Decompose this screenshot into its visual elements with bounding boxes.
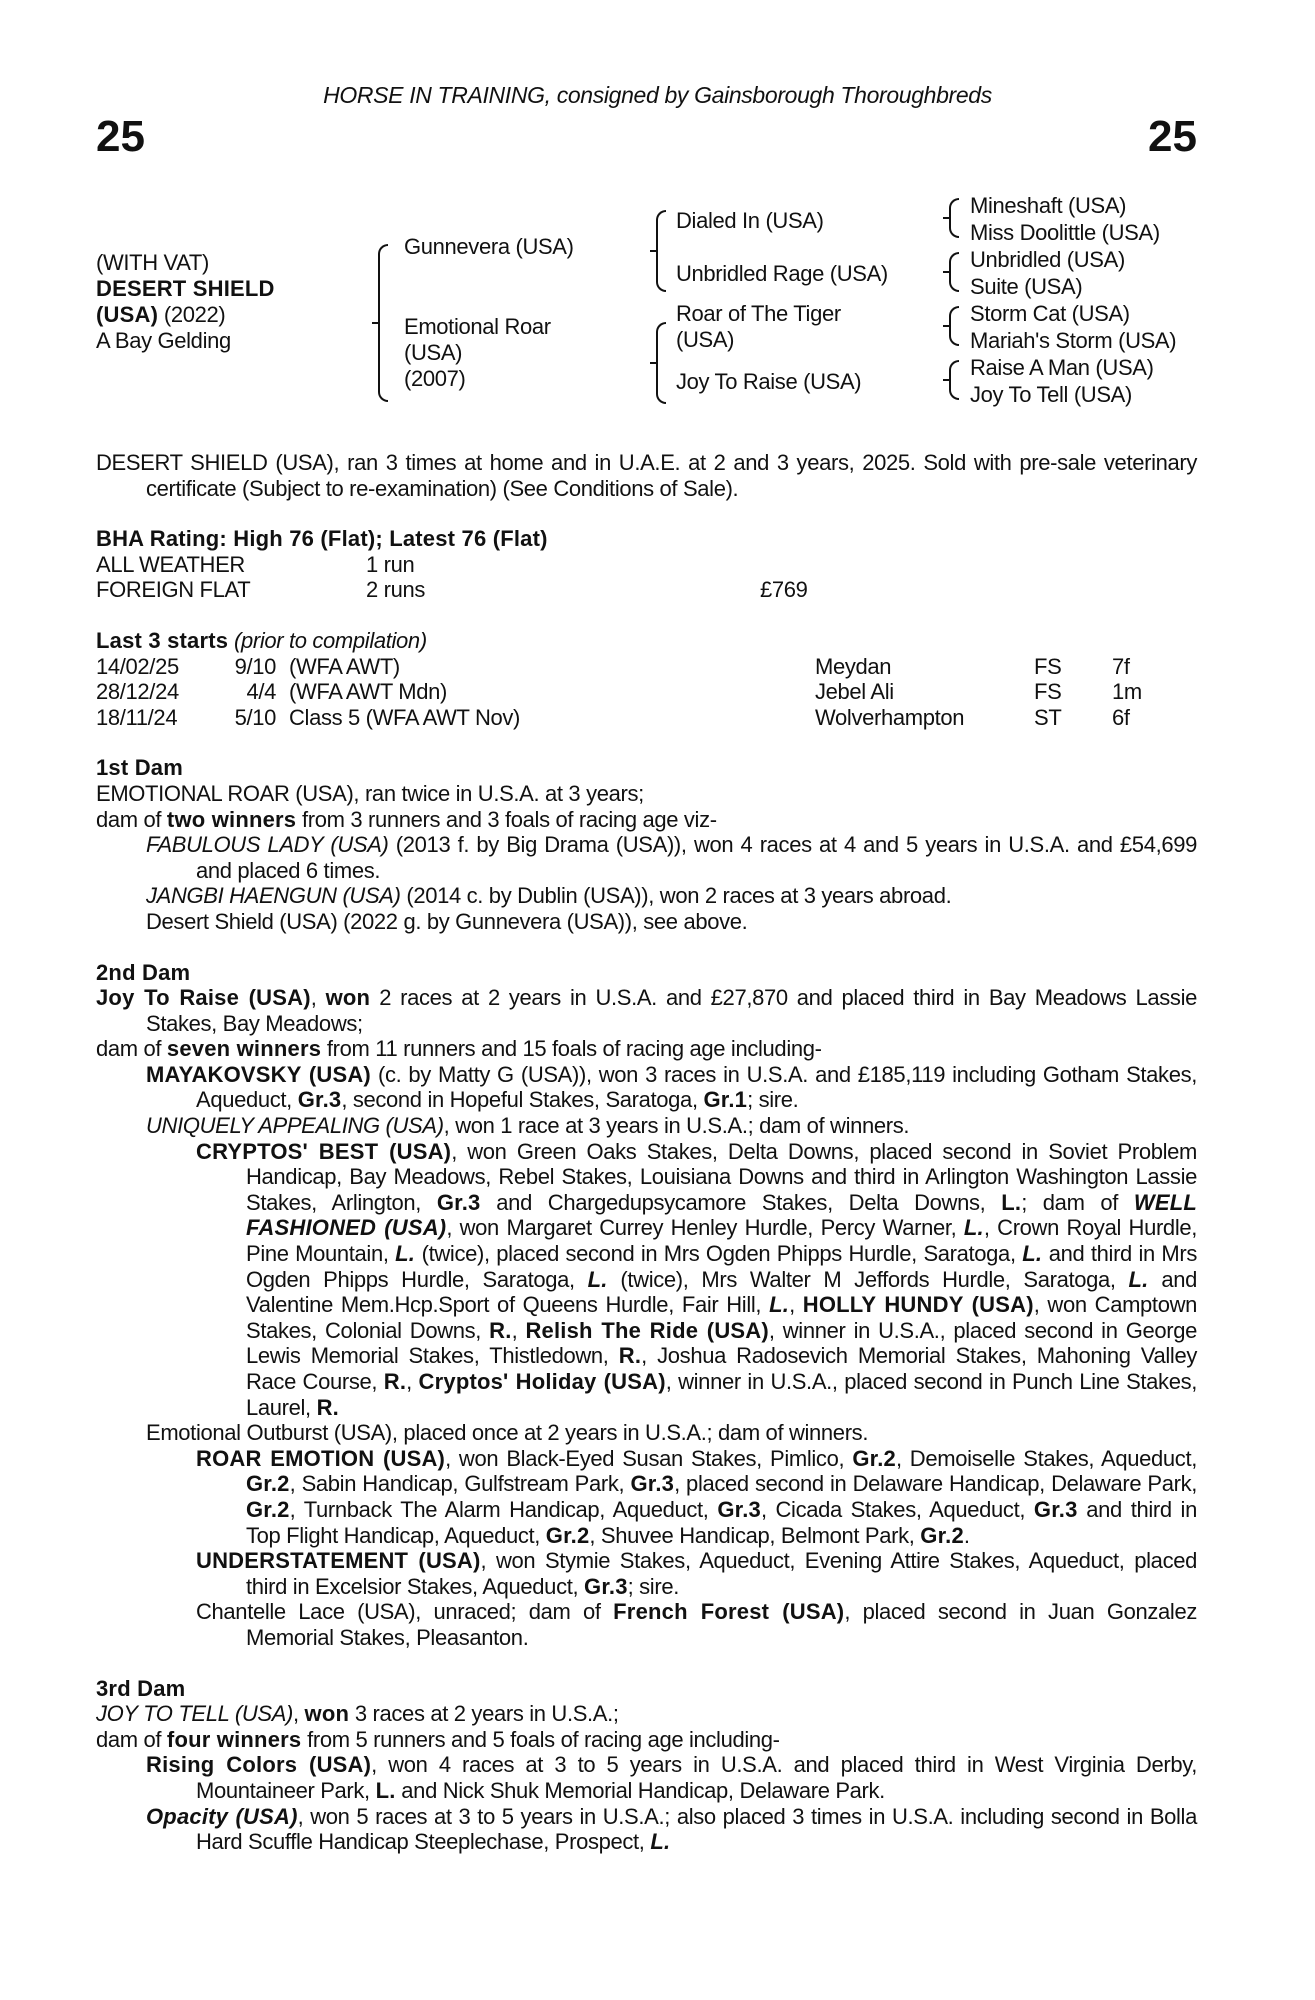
text-segment: R.	[618, 1343, 642, 1369]
text-segment: from 5 runners and 5 foals of racing age including-	[301, 1726, 780, 1752]
text-segment: won	[304, 1701, 350, 1727]
text-segment: Rising Colors (USA)	[146, 1752, 372, 1778]
text-segment: Gr.3	[1033, 1496, 1078, 1522]
text-segment: , Cicada Stakes, Aqueduct,	[760, 1496, 1034, 1522]
text-segment: EMOTIONAL ROAR (USA), ran twice in U.S.A. at 3 years;	[96, 780, 644, 806]
text-segment: UNDERSTATEMENT (USA)	[196, 1548, 481, 1574]
catalogue-body	[96, 450, 1197, 1855]
text-segment: Gr.2	[852, 1445, 896, 1471]
text-segment: , won Green Oaks Stakes, Delta Downs, placed second in Soviet Problem Handicap, Bay Meadows, Rebel Stakes, Louisiana Downs and third in Arlington Washington Lassie Stakes, Arlington,	[246, 1138, 1197, 1215]
text-segment: two winners	[166, 806, 297, 832]
text-segment: R.	[316, 1394, 339, 1420]
start-pos: 5/10	[234, 704, 276, 730]
text-segment: L.	[395, 1241, 416, 1267]
text-segment: , Sabin Handicap, Gulfstream Park,	[289, 1471, 631, 1497]
bha-rating	[96, 526, 1197, 603]
text-segment: Gr.3	[584, 1573, 628, 1599]
dam-sire-line-1: Roar of The Tiger	[676, 301, 841, 326]
text-segment: dam of	[96, 1726, 167, 1752]
text-segment: L.	[1001, 1189, 1022, 1215]
section-title: 1st Dam	[96, 755, 183, 781]
text-segment: CRYPTOS' BEST (USA)	[196, 1138, 452, 1164]
start-date: 14/02/25	[96, 653, 179, 679]
text-segment: , winner in U.S.A., placed second in George Lewis Memorial Stakes, Thistledown,	[246, 1317, 1197, 1369]
pedigree-entry	[96, 1701, 1197, 1727]
text-segment: JANGBI HAENGUN (USA)	[146, 883, 401, 909]
start-surface: ST	[1034, 704, 1062, 730]
text-segment: L.	[1022, 1241, 1043, 1267]
text-segment: L.	[963, 1215, 984, 1241]
text-segment: ; sire.	[747, 1087, 799, 1113]
text-segment: Desert Shield (USA) (2022 g. by Gunnevera (USA)), see above.	[146, 908, 748, 934]
text-segment: L.	[1128, 1266, 1149, 1292]
text-segment: Relish The Ride (USA)	[525, 1317, 769, 1343]
text-segment: Gr.3	[297, 1087, 342, 1113]
start-dist: 7f	[1112, 653, 1130, 679]
start-course: Jebel Ali	[815, 679, 894, 705]
text-segment: , winner in U.S.A., placed second in Punch Line Stakes, Laurel,	[246, 1369, 1197, 1420]
text-segment: won	[325, 985, 371, 1011]
start-pos: 4/4	[246, 679, 276, 705]
text-segment: , Turnback The Alarm Handicap, Aqueduct,	[289, 1496, 718, 1522]
start-pos: 9/10	[234, 653, 276, 679]
gen4-2: Miss Doolittle (USA)	[970, 220, 1160, 245]
start-dist: 6f	[1112, 704, 1130, 730]
lot-number-left: 25	[96, 112, 145, 161]
dam-sire-line-2: (USA)	[676, 327, 735, 352]
pedigree-entry	[96, 1139, 1197, 1421]
text-segment: Gr.3	[717, 1496, 761, 1522]
vat-note: (WITH VAT)	[96, 250, 209, 275]
start-row	[96, 679, 1197, 705]
sire-sire: Dialed In (USA)	[676, 208, 824, 233]
text-segment: and Valentine Mem.Hcp.Sport of Queens Hurdle, Fair Hill,	[246, 1266, 1197, 1318]
text-segment: , won 5 races at 3 to 5 years in U.S.A.; also placed 3 times in U.S.A. including second in Bolla Hard Scuffle Handicap Steeplechase, Prospect,	[196, 1803, 1197, 1855]
prize: £769	[760, 577, 808, 603]
text-segment: Gr.2	[246, 1496, 290, 1522]
brace	[656, 210, 666, 292]
text-segment: ,	[310, 985, 326, 1011]
text-segment: Gr.3	[630, 1471, 675, 1497]
text-segment: Gr.2	[920, 1522, 964, 1548]
text-segment: dam of	[96, 806, 167, 832]
section-title: 2nd Dam	[96, 959, 191, 985]
horse-country: (USA)	[96, 302, 159, 327]
last-starts-title: Last 3 starts	[96, 627, 229, 653]
horse-year: (2022)	[163, 302, 226, 327]
last-starts-note: (prior to compilation)	[233, 627, 427, 653]
start-race: (WFA AWT)	[289, 653, 400, 679]
pedigree-entry	[96, 781, 1197, 807]
text-segment: .	[963, 1522, 970, 1548]
text-segment: R.	[383, 1369, 407, 1394]
text-segment: , won 4 races at 3 to 5 years in U.S.A. and placed third in West Virginia Derby, Mountaineer Park,	[196, 1752, 1197, 1803]
text-segment: and Nick Shuk Memorial Handicap, Delaware Park.	[395, 1777, 885, 1803]
gen4-7: Raise A Man (USA)	[970, 355, 1154, 380]
pedigree-entry	[96, 883, 1197, 909]
text-segment: ,	[406, 1369, 419, 1394]
text-segment: (2013 f. by Big Drama (USA)), won 4 races at 4 and 5 years in U.S.A. and £54,699 and placed 6 times.	[196, 832, 1197, 883]
gen4-8: Joy To Tell (USA)	[970, 382, 1132, 407]
text-segment: seven winners	[166, 1036, 322, 1062]
text-segment: HOLLY HUNDY (USA)	[802, 1292, 1034, 1318]
text-segment: French Forest (USA)	[613, 1599, 845, 1625]
pedigree-entry	[96, 909, 1197, 935]
race-type: ALL WEATHER	[96, 551, 245, 577]
start-race: (WFA AWT Mdn)	[289, 679, 448, 705]
gen4-1: Mineshaft (USA)	[970, 193, 1127, 218]
race-type: FOREIGN FLAT	[96, 577, 251, 603]
text-segment: R.	[489, 1317, 512, 1343]
start-surface: FS	[1034, 679, 1062, 705]
dam-section	[96, 1676, 1197, 1855]
text-segment: ; dam of	[1021, 1189, 1134, 1215]
text-segment: from 11 runners and 15 foals of racing age including-	[321, 1036, 822, 1062]
brace	[378, 244, 388, 402]
start-race: Class 5 (WFA AWT Nov)	[289, 704, 521, 730]
dam-dam: Joy To Raise (USA)	[676, 369, 862, 394]
gen4-3: Unbridled (USA)	[970, 247, 1125, 272]
rating-row	[96, 552, 1197, 578]
text-segment: WELL FASHIONED (USA)	[246, 1189, 1197, 1241]
dam-section	[96, 960, 1197, 1651]
pedigree-entry	[96, 1420, 1197, 1446]
text-segment: JOY TO TELL (USA)	[96, 1701, 294, 1727]
pedigree-entry	[96, 1036, 1197, 1062]
start-course: Wolverhampton	[815, 704, 965, 730]
race-record-summary: DESERT SHIELD (USA), ran 3 times at home and in U.A.E. at 2 and 3 years, 2025. Sold with pre-sale veterinary certificate (Subject to re-examination) (See Conditions of Sale).	[96, 450, 1197, 501]
text-segment: Gr.1	[703, 1087, 748, 1113]
text-segment: Joy To Raise (USA)	[96, 985, 311, 1011]
text-segment: , Demoiselle Stakes, Aqueduct,	[895, 1445, 1197, 1471]
pedigree-entry	[96, 1599, 1197, 1650]
pedigree-entry	[96, 1804, 1197, 1855]
text-segment: from 3 runners and 3 foals of racing age viz-	[296, 806, 717, 832]
text-segment: , Crown Royal Hurdle, Pine Mountain,	[246, 1215, 1198, 1267]
text-segment: Chantelle Lace (USA), unraced; dam of	[196, 1599, 614, 1625]
start-date: 18/11/24	[96, 704, 178, 730]
text-segment: four winners	[166, 1726, 302, 1752]
pedigree-entry	[96, 807, 1197, 833]
brace	[949, 360, 959, 400]
brace	[949, 306, 959, 346]
text-segment: Emotional Outburst (USA), placed once at 2 years in U.S.A.; dam of winners.	[146, 1420, 869, 1446]
pedigree-entry	[96, 1752, 1197, 1803]
dam-line-2: (USA)	[404, 340, 463, 365]
text-segment: , won Black-Eyed Susan Stakes, Pimlico,	[445, 1445, 853, 1471]
text-segment: L.	[769, 1292, 790, 1318]
brace	[949, 252, 959, 292]
bha-rating-title: BHA Rating: High 76 (Flat); Latest 76 (Flat)	[96, 526, 548, 552]
text-segment: and Chargedupsycamore Stakes, Delta Downs,	[480, 1189, 1002, 1215]
last-starts	[96, 628, 1197, 730]
text-segment: Gr.2	[246, 1471, 290, 1497]
text-segment: FABULOUS LADY (USA)	[146, 832, 389, 858]
text-segment: , won Camptown Stakes, Colonial Downs,	[246, 1292, 1198, 1343]
horse-description: A Bay Gelding	[96, 328, 231, 353]
pedigree-entry	[96, 985, 1197, 1036]
start-dist: 1m	[1112, 679, 1142, 705]
text-segment: ; sire.	[627, 1573, 679, 1599]
horse-name: DESERT SHIELD	[96, 276, 275, 301]
text-segment: L.	[587, 1266, 608, 1292]
runs: 2 runs	[366, 577, 426, 603]
lot-number-right: 25	[1148, 112, 1197, 161]
sire: Gunnevera (USA)	[404, 234, 574, 259]
text-segment: UNIQUELY APPEALING (USA)	[146, 1113, 444, 1139]
text-segment: , second in Hopeful Stakes, Saratoga,	[341, 1087, 704, 1113]
text-segment: , placed second in Juan Gonzalez Memorial Stakes, Pleasanton.	[246, 1599, 1198, 1650]
runs: 1 run	[366, 551, 415, 577]
dam-section	[96, 755, 1197, 934]
start-date: 28/12/24	[96, 679, 179, 705]
text-segment: L.	[650, 1829, 671, 1855]
text-segment: ,	[293, 1701, 305, 1727]
catalogue-header: HORSE IN TRAINING, consigned by Gainsborough Thoroughbreds	[323, 82, 992, 108]
text-segment: (2014 c. by Dublin (USA)), won 2 races at 3 years abroad.	[400, 883, 952, 909]
text-segment: , won Margaret Currey Henley Hurdle, Percy Warner,	[446, 1215, 964, 1241]
text-segment: Gr.3	[436, 1189, 481, 1215]
text-segment: L.	[375, 1777, 396, 1803]
text-segment: , won Stymie Stakes, Aqueduct, Evening Attire Stakes, Aqueduct, placed third in Excelsior Stakes, Aqueduct,	[246, 1548, 1197, 1599]
text-segment: and third in Mrs Ogden Phipps Hurdle, Saratoga,	[246, 1241, 1198, 1292]
start-row	[96, 705, 1197, 731]
sire-dam: Unbridled Rage (USA)	[676, 261, 888, 286]
start-surface: FS	[1034, 653, 1062, 679]
text-segment: (twice), placed second in Mrs Ogden Phipps Hurdle, Saratoga,	[415, 1241, 1023, 1267]
text-segment: 3 races at 2 years in U.S.A.;	[349, 1701, 619, 1727]
gen4-5: Storm Cat (USA)	[970, 301, 1130, 326]
gen4-6: Mariah's Storm (USA)	[970, 328, 1177, 353]
text-segment: ,	[511, 1317, 526, 1343]
text-segment: dam of	[96, 1036, 167, 1062]
text-segment: MAYAKOVSKY (USA)	[146, 1061, 371, 1087]
start-row	[96, 654, 1197, 680]
text-segment: 2 races at 2 years in U.S.A. and £27,870 and placed third in Bay Meadows Lassie Stakes, Bay Meadows;	[146, 985, 1197, 1036]
brace	[656, 322, 666, 404]
section-title: 3rd Dam	[96, 1675, 186, 1701]
text-segment: (c. by Matty G (USA)), won 3 races in U.S.A. and £185,119 including Gotham Stakes, Aqueduct,	[196, 1061, 1197, 1113]
gen4-4: Suite (USA)	[970, 274, 1083, 299]
text-segment: Opacity (USA)	[146, 1803, 298, 1829]
text-segment: , placed second in Delaware Handicap, Delaware Park,	[674, 1471, 1198, 1497]
pedigree-entry	[96, 1446, 1197, 1548]
rating-row	[96, 577, 1197, 603]
text-segment: , Shuvee Handicap, Belmont Park,	[589, 1522, 921, 1548]
pedigree-entry	[96, 1548, 1197, 1599]
dam-line-3: (2007)	[404, 366, 466, 391]
pedigree-entry	[96, 1062, 1197, 1113]
pedigree-entry	[96, 1113, 1197, 1139]
text-segment: and third in Top Flight Handicap, Aqueduct,	[246, 1496, 1197, 1548]
text-segment: Gr.2	[545, 1522, 590, 1548]
text-segment: (twice), Mrs Walter M Jeffords Hurdle, Saratoga,	[607, 1266, 1129, 1292]
brace	[949, 198, 959, 238]
text-segment: , won 1 race at 3 years in U.S.A.; dam of winners.	[443, 1113, 910, 1139]
text-segment: Cryptos' Holiday (USA)	[418, 1369, 666, 1394]
text-segment: , Joshua Radosevich Memorial Stakes, Mahoning Valley Race Course,	[246, 1343, 1197, 1394]
start-course: Meydan	[815, 653, 892, 679]
text-segment: ROAR EMOTION (USA)	[196, 1445, 446, 1471]
pedigree-entry	[96, 1727, 1197, 1753]
pedigree-entry	[96, 832, 1197, 883]
dam-line-1: Emotional Roar	[404, 314, 551, 339]
text-segment: ,	[789, 1292, 803, 1318]
